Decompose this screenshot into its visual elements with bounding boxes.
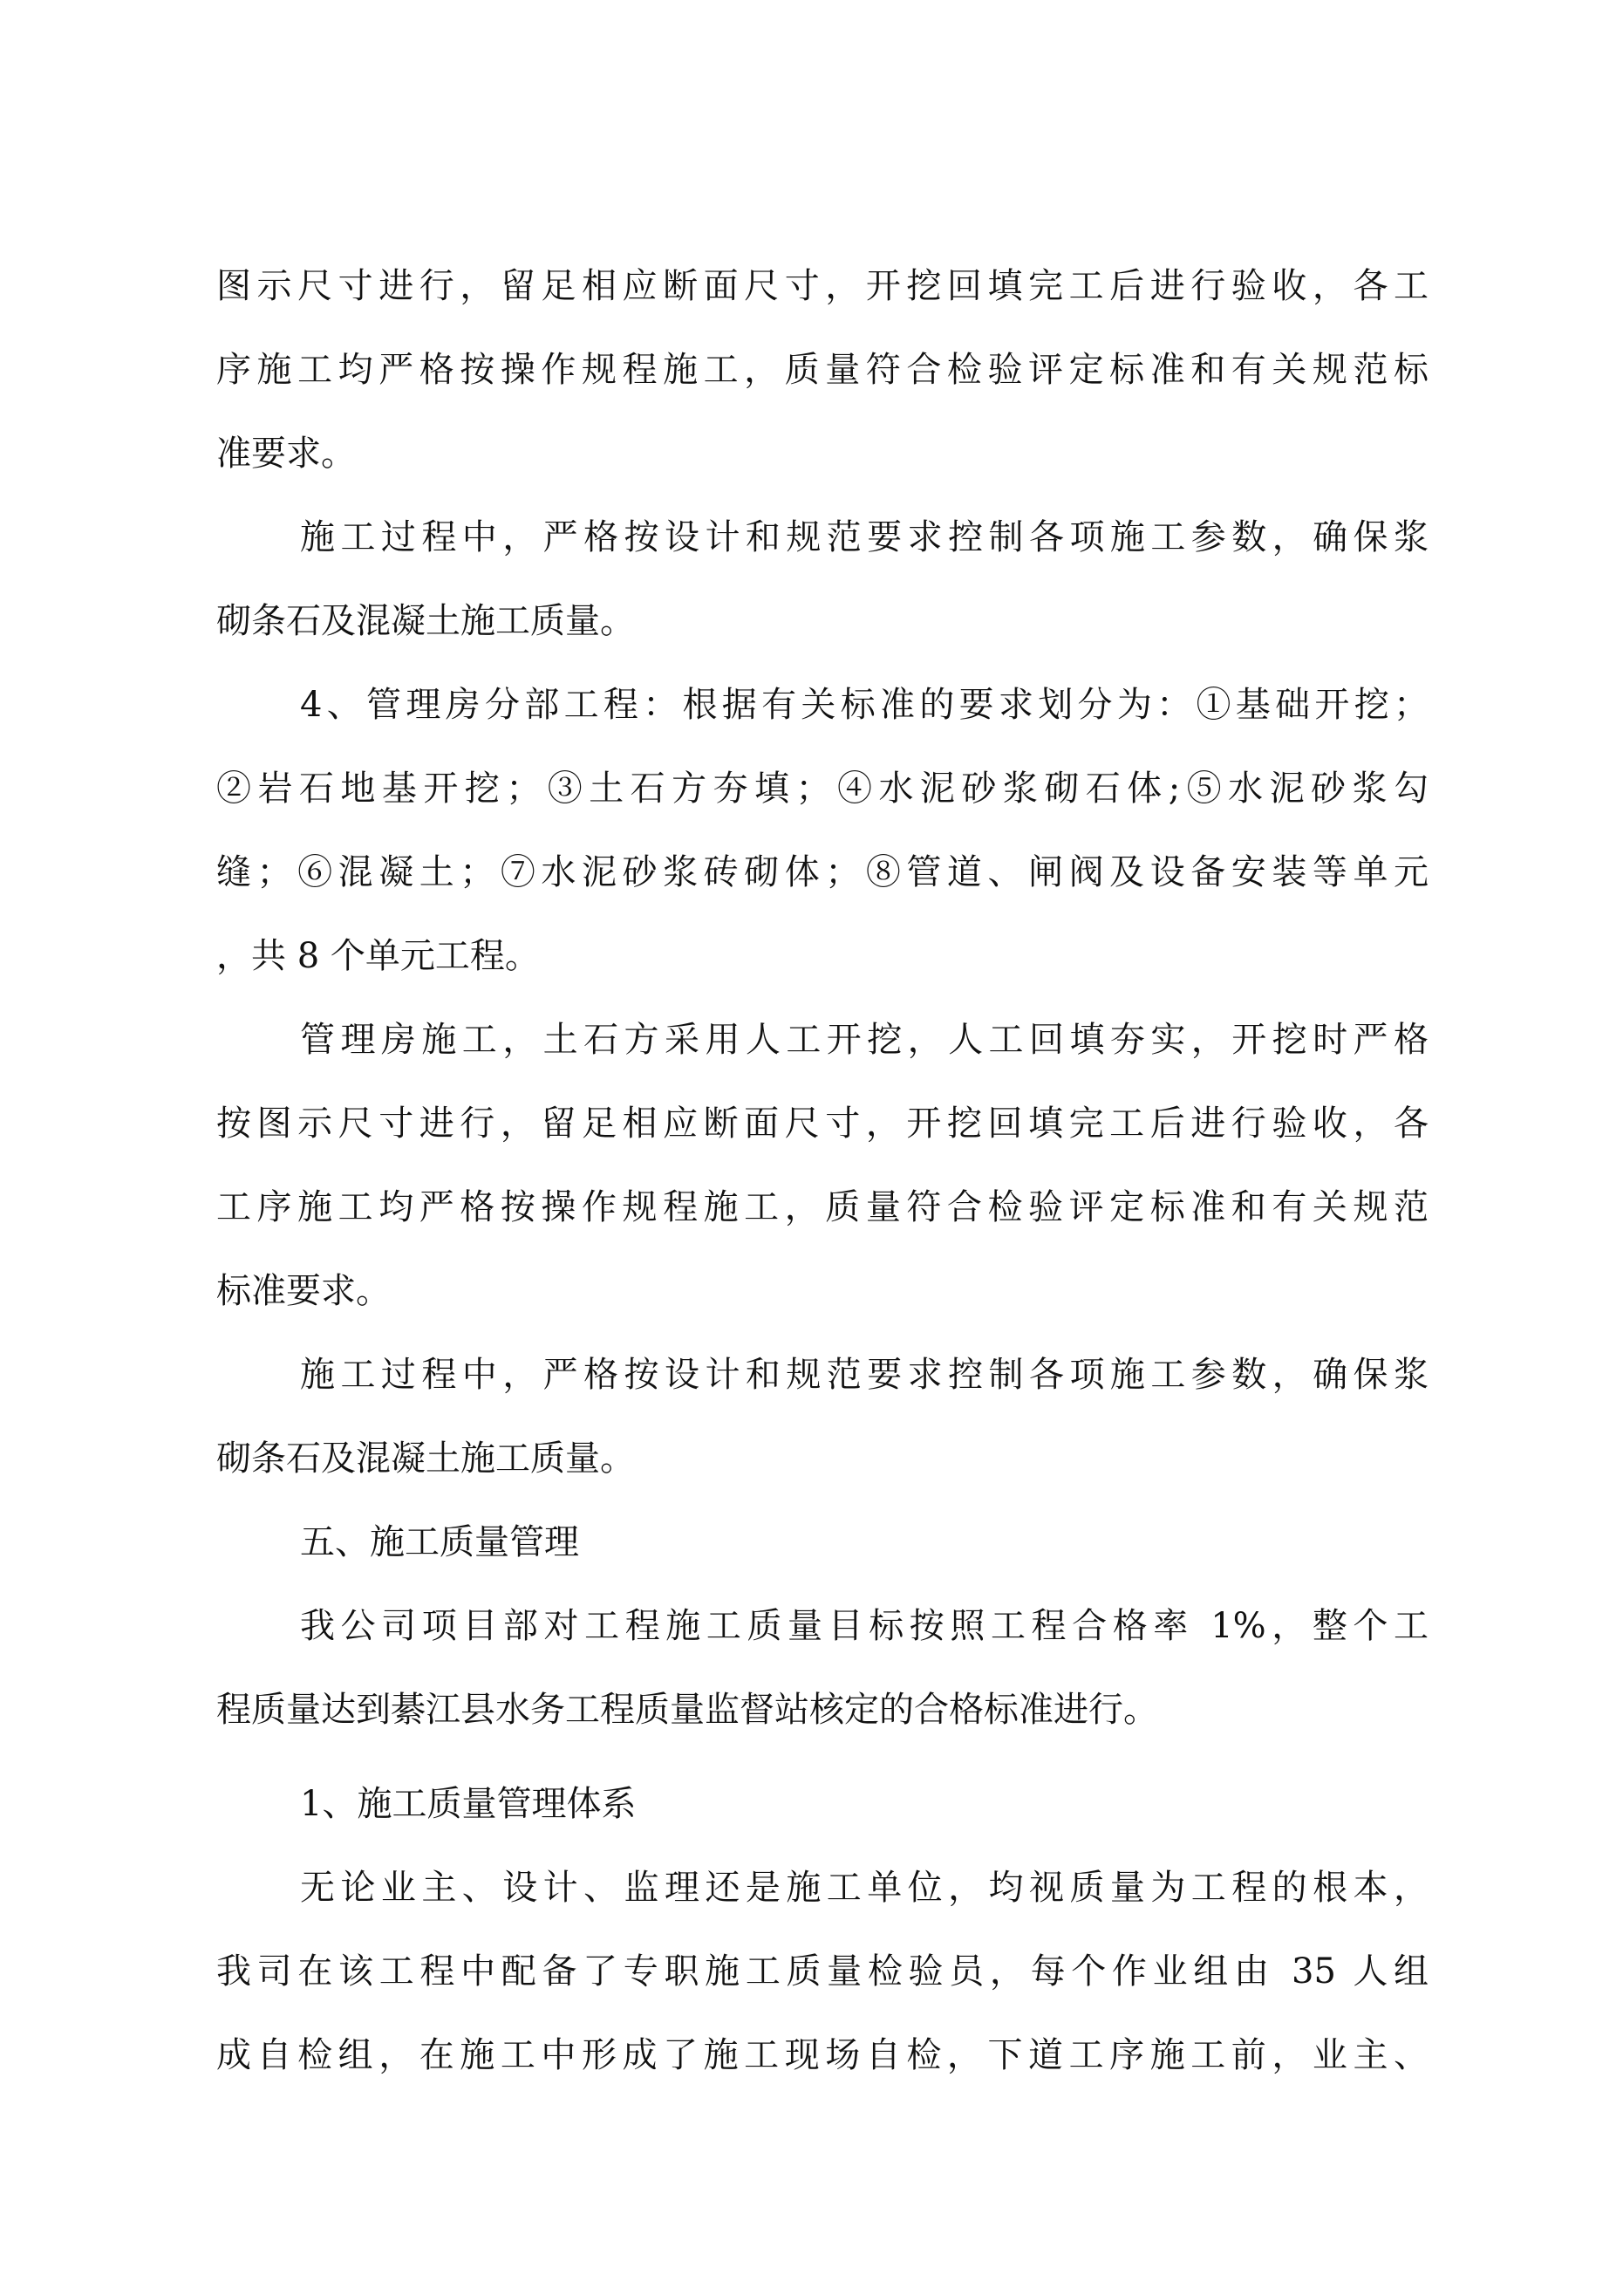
section-heading [216, 1500, 1429, 1584]
text-line: 4、管理房分部工程：根据有关标准的要求划分为：①基础开挖； [300, 685, 1429, 725]
text-line: 施工过程中，严格按设计和规范要求控制各项施工参数，确保浆 [300, 1355, 1429, 1395]
paragraph [216, 495, 1429, 663]
subsection-heading [216, 1762, 1429, 1846]
spacer [216, 1752, 1429, 1762]
text-line: 标准要求。 [216, 1271, 391, 1311]
paragraph [216, 1584, 1429, 1752]
paragraph-section-4 [216, 663, 1429, 998]
text-line: 我公司项目部对工程施工质量目标按照工程合格率 1%，整个工 [300, 1606, 1429, 1646]
text-line: 工序施工均严格按操作规程施工，质量符合检验评定标准和有关规范 [216, 1187, 1429, 1227]
text-line: 无论业主、设计、监理还是施工单位，均视质量为工程的根本， [300, 1868, 1429, 1908]
paragraph [216, 998, 1429, 1333]
text-line: 管理房施工，土石方采用人工开挖，人工回填夯实，开挖时严格 [300, 1020, 1429, 1060]
paragraph [216, 1333, 1429, 1500]
text-line: 图示尺寸进行，留足相应断面尺寸，开挖回填完工后进行验收，各工 [216, 266, 1429, 306]
text-line: 成自检组，在施工中形成了施工现场自检，下道工序施工前，业主、 [216, 2035, 1429, 2075]
heading-line: 1、施工质量管理体系 [300, 1784, 637, 1824]
text-line: 序施工均严格按操作规程施工，质量符合检验评定标准和有关规范标 [216, 350, 1429, 390]
text-line: 按图示尺寸进行，留足相应断面尺寸，开挖回填完工后进行验收，各 [216, 1104, 1429, 1144]
text-line: 砌条石及混凝土施工质量。 [216, 601, 635, 641]
text-line: 缝；⑥混凝土；⑦水泥砂浆砖砌体；⑧管道、闸阀及设备安装等单元 [216, 852, 1429, 892]
paragraph [216, 1846, 1429, 2097]
paragraph-continued [216, 244, 1429, 495]
document-body [216, 244, 1429, 2097]
text-line: 我司在该工程中配备了专职施工质量检验员，每个作业组由 35 人组 [216, 1951, 1429, 1992]
text-line: 程质量达到綦江县水务工程质量监督站核定的合格标准进行。 [216, 1690, 1158, 1730]
text-line: 准要求。 [216, 434, 356, 474]
text-line: 砌条石及混凝土施工质量。 [216, 1438, 635, 1479]
heading-line: 五、施工质量管理 [300, 1522, 579, 1562]
text-line: ②岩石地基开挖；③土石方夯填；④水泥砂浆砌石体;⑤水泥砂浆勾 [216, 769, 1429, 809]
text-line: 施工过程中，严格按设计和规范要求控制各项施工参数，确保浆 [300, 517, 1429, 557]
text-line: ，共 8 个单元工程。 [216, 936, 540, 976]
